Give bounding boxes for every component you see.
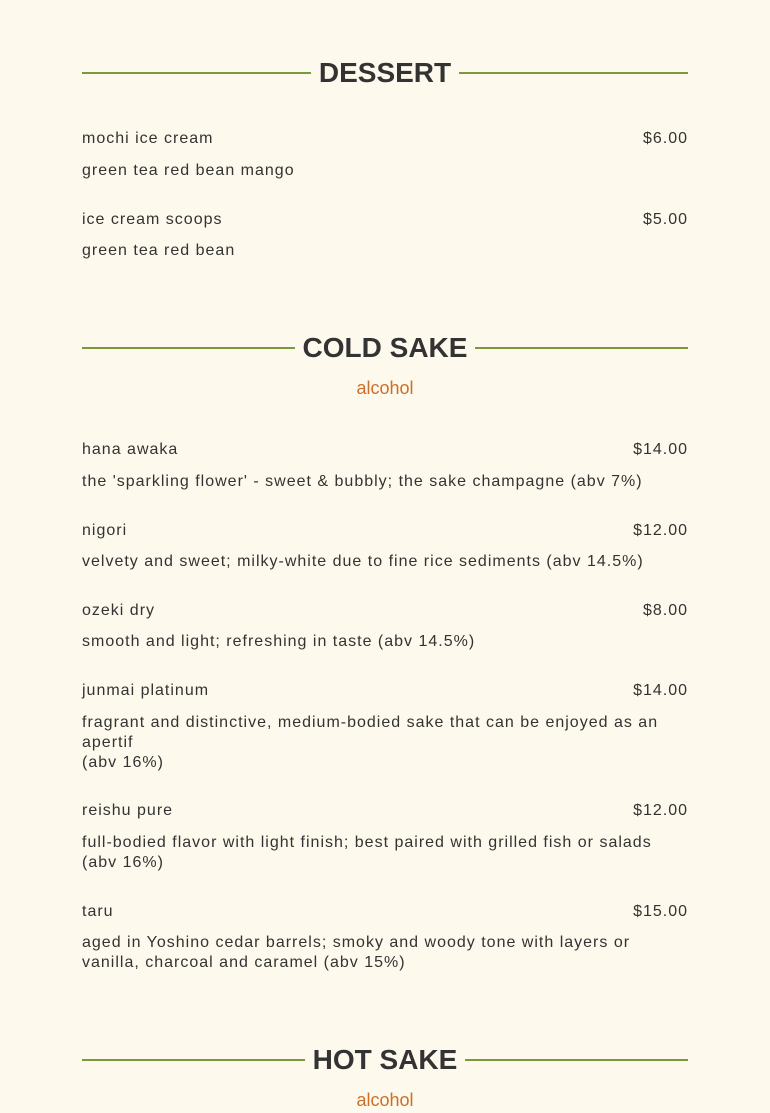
menu-item <box>82 902 688 973</box>
item-price: $15.00 <box>633 903 688 920</box>
item-name: nigori <box>82 522 128 539</box>
menu-item <box>82 440 688 492</box>
item-price: $14.00 <box>633 682 688 699</box>
item-price: $12.00 <box>633 522 688 539</box>
item-name: junmai platinum <box>82 682 210 699</box>
item-price: $12.00 <box>633 802 688 819</box>
item-description: full-bodied flavor with light finish; best paired with grilled fish or salads (abv 16%) <box>82 834 652 871</box>
item-name: reishu pure <box>82 802 174 819</box>
divider-line-right <box>459 72 688 74</box>
menu-item <box>82 210 688 261</box>
divider-line-right <box>465 1059 688 1061</box>
menu-item <box>82 681 688 773</box>
item-description: the 'sparkling flower' - sweet & bubbly; the sake champagne (abv 7%) <box>82 473 643 490</box>
item-name: ice cream scoops <box>82 211 223 228</box>
item-name: taru <box>82 903 114 920</box>
item-name: hana awaka <box>82 441 179 458</box>
item-name: ozeki dry <box>82 602 156 619</box>
item-price: $14.00 <box>633 441 688 458</box>
section-title: HOT SAKE <box>312 1044 458 1075</box>
section-cold-sake <box>82 330 688 399</box>
menu-item <box>82 129 688 181</box>
menu-item <box>82 601 688 652</box>
menu-item <box>82 801 688 873</box>
item-description: aged in Yoshino cedar barrels; smoky and woody tone with layers or vanilla, charcoal and caramel (abv 15%) <box>82 934 631 971</box>
item-description: velvety and sweet; milky-white due to fine rice sediments (abv 14.5%) <box>82 553 644 570</box>
item-price: $6.00 <box>642 130 688 147</box>
section-header <box>82 1042 688 1078</box>
item-description: green tea red bean <box>82 242 236 259</box>
divider-line-left <box>82 72 311 74</box>
item-price: $8.00 <box>642 602 688 619</box>
section-header <box>82 330 688 366</box>
section-title: DESSERT <box>318 57 452 88</box>
section-header <box>82 55 688 91</box>
section-dessert <box>82 55 688 91</box>
section-title: COLD SAKE <box>302 332 468 363</box>
section-hot-sake <box>82 1042 688 1111</box>
section-subtitle: alcohol <box>356 378 414 398</box>
divider-line-left <box>82 347 295 349</box>
divider-line-left <box>82 1059 305 1061</box>
divider-line-right <box>475 347 688 349</box>
section-subtitle: alcohol <box>356 1090 414 1110</box>
item-description <box>82 713 688 773</box>
menu-item <box>82 521 688 572</box>
item-description-abv: (abv 16%) <box>82 754 164 771</box>
item-description: smooth and light; refreshing in taste (abv 14.5%) <box>82 633 476 650</box>
item-price: $5.00 <box>642 211 688 228</box>
item-description: green tea red bean mango <box>82 162 295 179</box>
item-name: mochi ice cream <box>82 130 214 147</box>
item-description-line: fragrant and distinctive, medium-bodied sake that can be enjoyed as an apertif <box>82 714 659 751</box>
